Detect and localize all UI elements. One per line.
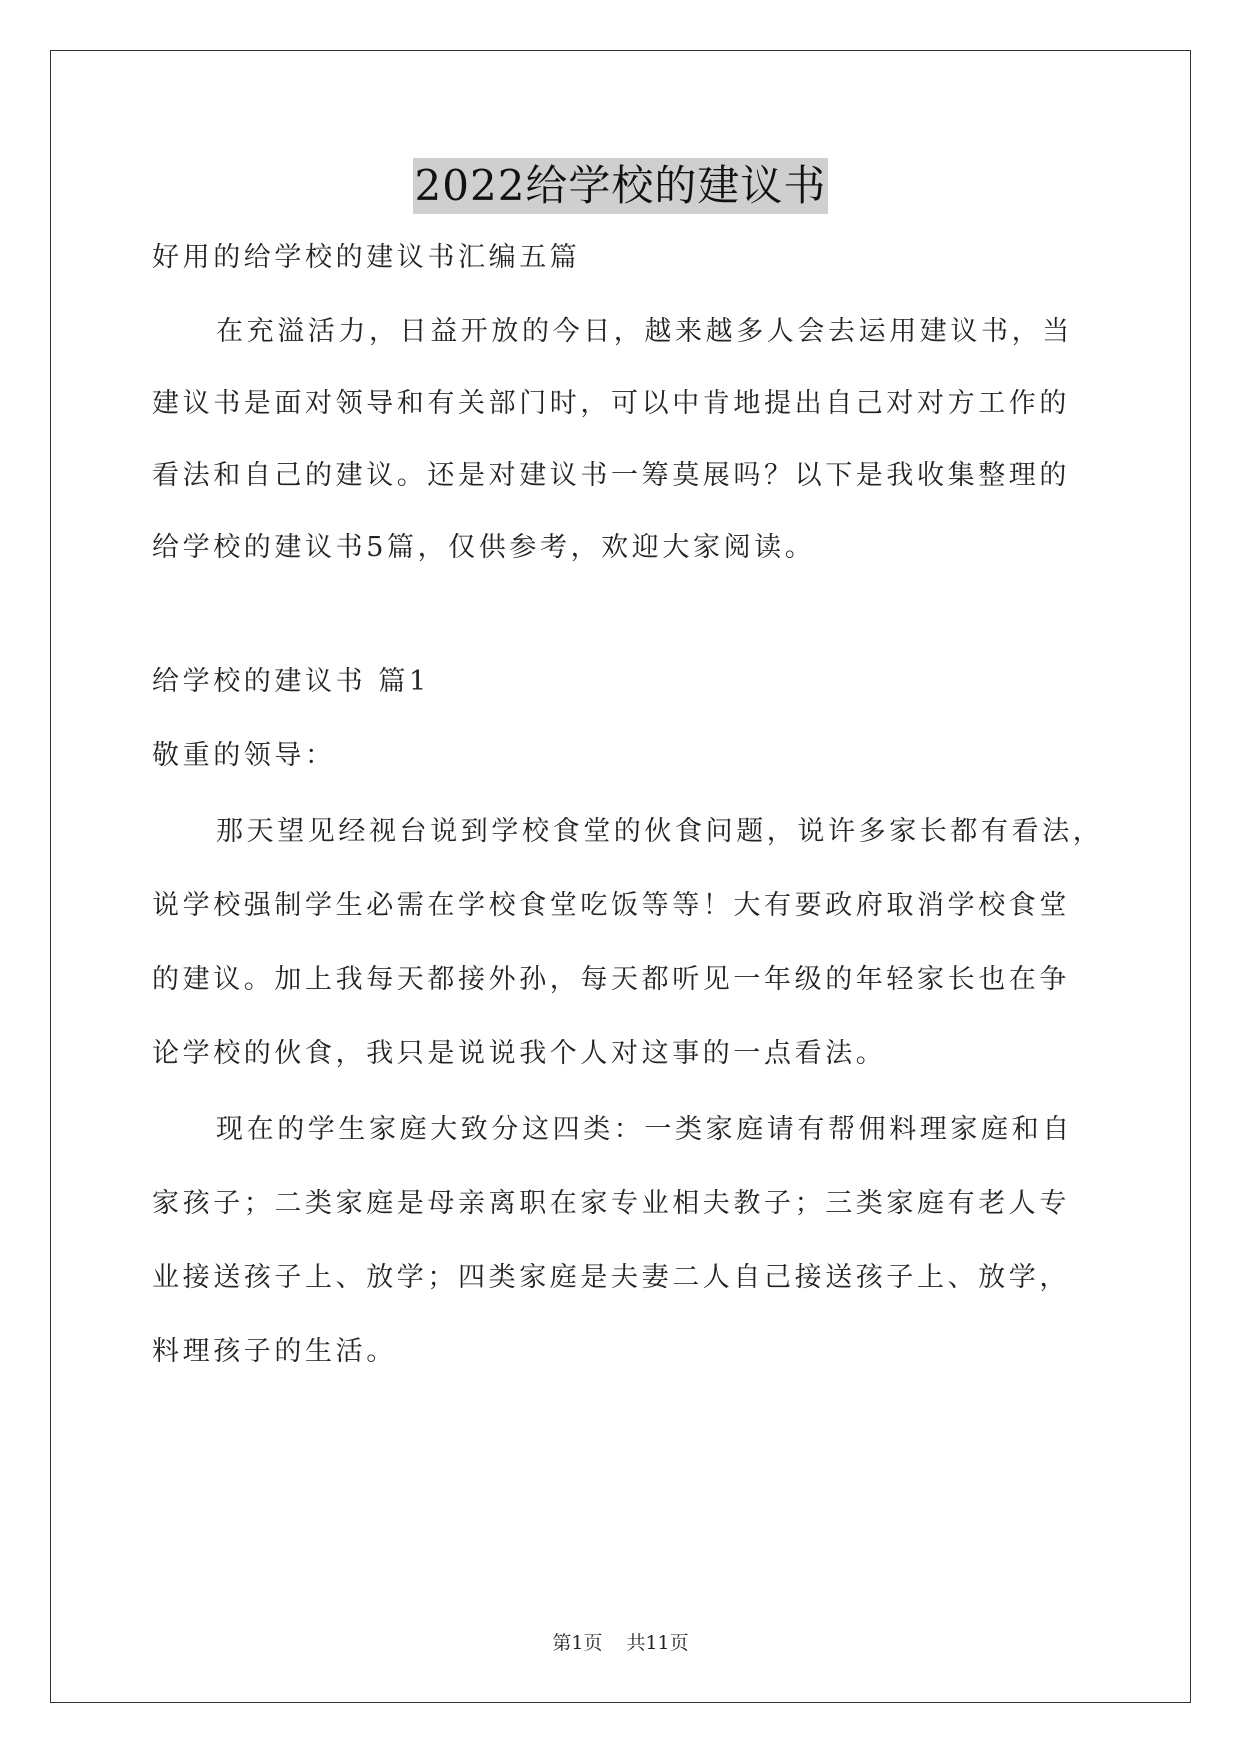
paragraph-line: 现在的学生家庭大致分这四类：一类家庭请有帮佣料理家庭和自	[216, 1114, 1073, 1145]
page-footer	[0, 1630, 1241, 1656]
page-border	[50, 50, 1191, 1703]
document-title: 2022给学校的建议书	[413, 158, 829, 214]
intro-line: 在充溢活力，日益开放的今日，越来越多人会去运用建议书，当	[216, 316, 1073, 347]
document-subtitle: 好用的给学校的建议书汇编五篇	[152, 242, 581, 273]
salutation: 敬重的领导：	[152, 740, 336, 771]
intro-line: 建议书是面对领导和有关部门时，可以中肯地提出自己对对方工作的	[152, 388, 1070, 419]
page-total: 共11页	[626, 1632, 689, 1654]
paragraph-line: 说学校强制学生必需在学校食堂吃饭等等！大有要政府取消学校食堂	[152, 890, 1070, 921]
paragraph-line: 料理孩子的生活。	[152, 1336, 397, 1367]
page-number: 第1页	[552, 1632, 603, 1654]
paragraph-line: 家孩子；二类家庭是母亲离职在家专业相夫教子；三类家庭有老人专	[152, 1188, 1070, 1219]
paragraph-line: 那天望见经视台说到学校食堂的伙食问题，说许多家长都有看法，	[216, 816, 1104, 847]
intro-line: 看法和自己的建议。还是对建议书一筹莫展吗？以下是我收集整理的	[152, 460, 1070, 491]
intro-line: 给学校的建议书5篇，仅供参考，欢迎大家阅读。	[152, 532, 816, 563]
section-heading: 给学校的建议书 篇1	[152, 666, 430, 697]
title-container	[0, 158, 1241, 214]
paragraph-line: 业接送孩子上、放学；四类家庭是夫妻二人自己接送孩子上、放学，	[152, 1262, 1070, 1293]
paragraph-line: 的建议。加上我每天都接外孙，每天都听见一年级的年轻家长也在争	[152, 964, 1070, 995]
paragraph-line: 论学校的伙食，我只是说说我个人对这事的一点看法。	[152, 1038, 887, 1069]
